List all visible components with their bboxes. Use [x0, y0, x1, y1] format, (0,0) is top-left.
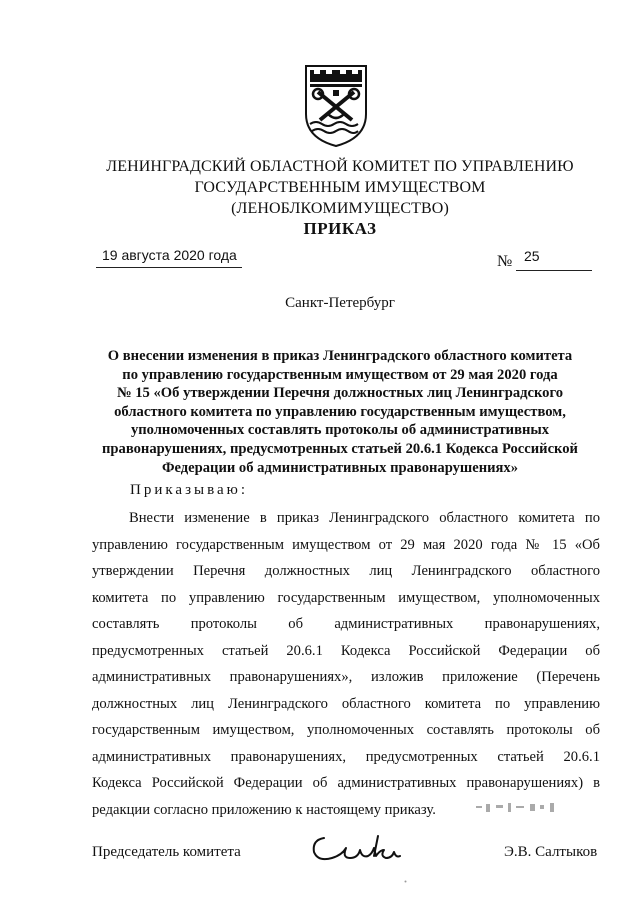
order-body [92, 505, 600, 823]
signatory-name: Э.В. Салтыков [504, 844, 598, 860]
body-line: Внести изменение в приказ Ленинградского областного комитета по [129, 510, 600, 526]
document-type-title: ПРИКАЗ [303, 219, 377, 238]
signatory-position: Председатель комитета [92, 844, 241, 860]
date-underline [96, 267, 242, 268]
city-name: Санкт-Петербург [285, 295, 395, 311]
body-line: государственным имуществом, уполномоченных составлять протоколы об [92, 722, 600, 738]
subject-line: Федерации об административных правонарушениях» [161, 459, 519, 476]
organization-name [40, 156, 640, 219]
subject-line: О внесении изменения в приказ Ленинградского областного комитета [107, 348, 573, 364]
organization-line: ЛЕНИНГРАДСКИЙ ОБЛАСТНОЙ КОМИТЕТ ПО УПРАВЛЕНИЮ [106, 158, 574, 175]
body-line: административных правонарушениях, предусмотренных статьей 20.6.1 [92, 748, 600, 765]
number-underline [516, 270, 592, 271]
subject-line: уполномоченных составлять протоколы об административных [130, 422, 550, 439]
body-line: составлять протоколы об административных правонарушениях, [92, 616, 600, 632]
handwritten-signature [310, 826, 406, 866]
order-subject [80, 347, 600, 477]
subject-line: по управлению государственным имуществом от 29 мая 2020 года [122, 366, 558, 383]
faint-stamp-mark [474, 800, 558, 816]
number-sign: № [497, 253, 513, 270]
order-number: 25 [524, 248, 540, 264]
subject-line: областного комитета по управлению государственным имуществом, [114, 403, 566, 420]
body-line: административных правонарушениях», изложив приложение (Перечень [92, 669, 600, 685]
order-date: 19 августа 2020 года [102, 247, 237, 263]
coat-of-arms-emblem [302, 64, 370, 148]
body-line: управлению государственным имуществом от 29 мая 2020 года № 15 «Об [92, 536, 600, 553]
body-line: предусмотренных статьей 20.6.1 Кодекса Российской Федерации об [92, 642, 600, 659]
body-line: комитета по управлению государственным имуществом, уполномоченных [92, 589, 600, 606]
body-line: Кодекса Российской Федерации об административных правонарушениях) в [92, 775, 600, 791]
body-line: должностных лиц Ленинградского областного комитета по управлению [92, 695, 600, 712]
organization-line: ГОСУДАРСТВЕННЫМ ИМУЩЕСТВОМ [194, 179, 486, 196]
body-line: утверждении Перечня должностных лиц Ленинградского областного [92, 563, 600, 579]
scan-speck [404, 880, 407, 883]
subject-line: правонарушениях, предусмотренных статьей 20.6.1 Кодекса Российской [102, 440, 578, 457]
organization-line: (ЛЕНОБЛКОМИМУЩЕСТВО) [231, 200, 449, 217]
body-line: редакции согласно приложению к настоящему приказу. [92, 801, 436, 818]
subject-line: № 15 «Об утверждении Перечня должностных лиц Ленинградского [116, 385, 564, 402]
orders-word: Приказываю: [130, 482, 248, 498]
